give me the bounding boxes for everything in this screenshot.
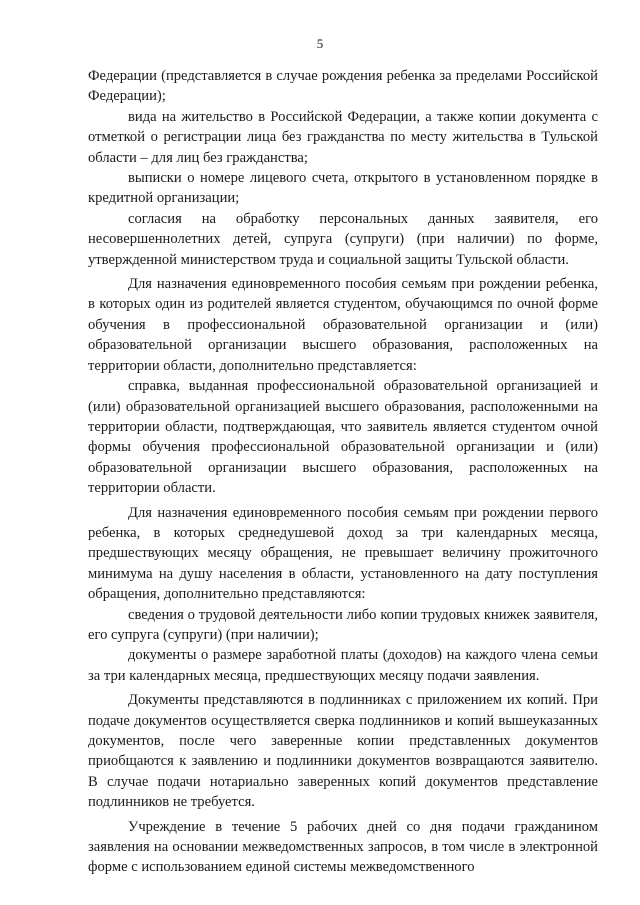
paragraph-4: согласия на обработку персональных данных заявителя, его несовершеннолетних детей, супруга (супруги) (при наличии) по форме, утвержденной министерством труда и социальной защиты Тульской области. <box>88 210 598 268</box>
paragraph-5: Для назначения единовременного пособия семьям при рождении ребенка, в которых один из родителей является студентом, обучающимся по очной форме обучения в профессиональной образовательной организации и (или) образовательной организации высшего образования, расположенных на территории области, дополнительно представляется: <box>88 276 598 374</box>
paragraph-9: документы о размере заработной платы (доходов) на каждого члена семьи за три календарных месяца, предшествующих месяцу подачи заявления. <box>88 647 598 684</box>
paragraph-1: Федерации (представляется в случае рождения ребенка за пределами Российской Федерации); <box>88 68 598 105</box>
paragraph-8: сведения о трудовой деятельности либо копии трудовых книжек заявителя, его супруга (супруги) (при наличии); <box>88 606 598 643</box>
paragraph-10: Документы представляются в подлинниках с приложением их копий. При подаче документов осуществляется сверка подлинников и копий вышеуказанных документов, после чего заверенные копии представленных документов приобщаются к заявлению и подлинники документов возвращаются заявителю. В случае подачи нотариально заверенных копий документов представление подлинников не требуется. <box>88 692 598 811</box>
paragraph-3: выписки о номере лицевого счета, открытого в установленном порядке в кредитной организации; <box>88 170 598 207</box>
paragraph-11: Учреждение в течение 5 рабочих дней со дня подачи гражданином заявления на основании межведомственных запросов, в том числе в электронной форме с использованием единой системы межведомственного <box>88 818 598 876</box>
paragraph-2: вида на жительство в Российской Федерации, а также копии документа с отметкой о регистрации лица без гражданства по месту жительства в Тульской области – для лиц без гражданства; <box>88 108 598 166</box>
paragraph-6: справка, выданная профессиональной образовательной организацией и (или) образовательной организацией высшего образования, расположенными на территории области, подтверждающая, что заявитель является студентом очной формы обучения профессиональной образовательной организации и (или) образовательной организации высшего образования, расположенных на территории области. <box>88 378 598 497</box>
paragraph-7: Для назначения единовременного пособия семьям при рождении первого ребенка, в которых среднедушевой доход за три календарных месяца, предшествующих месяцу обращения, не превышает величину прожиточного минимума на душу населения в области, установленного на дату поступления обращения, дополнительно представляются: <box>88 504 598 603</box>
page-number: 5 <box>316 36 324 51</box>
document-body <box>88 66 598 878</box>
